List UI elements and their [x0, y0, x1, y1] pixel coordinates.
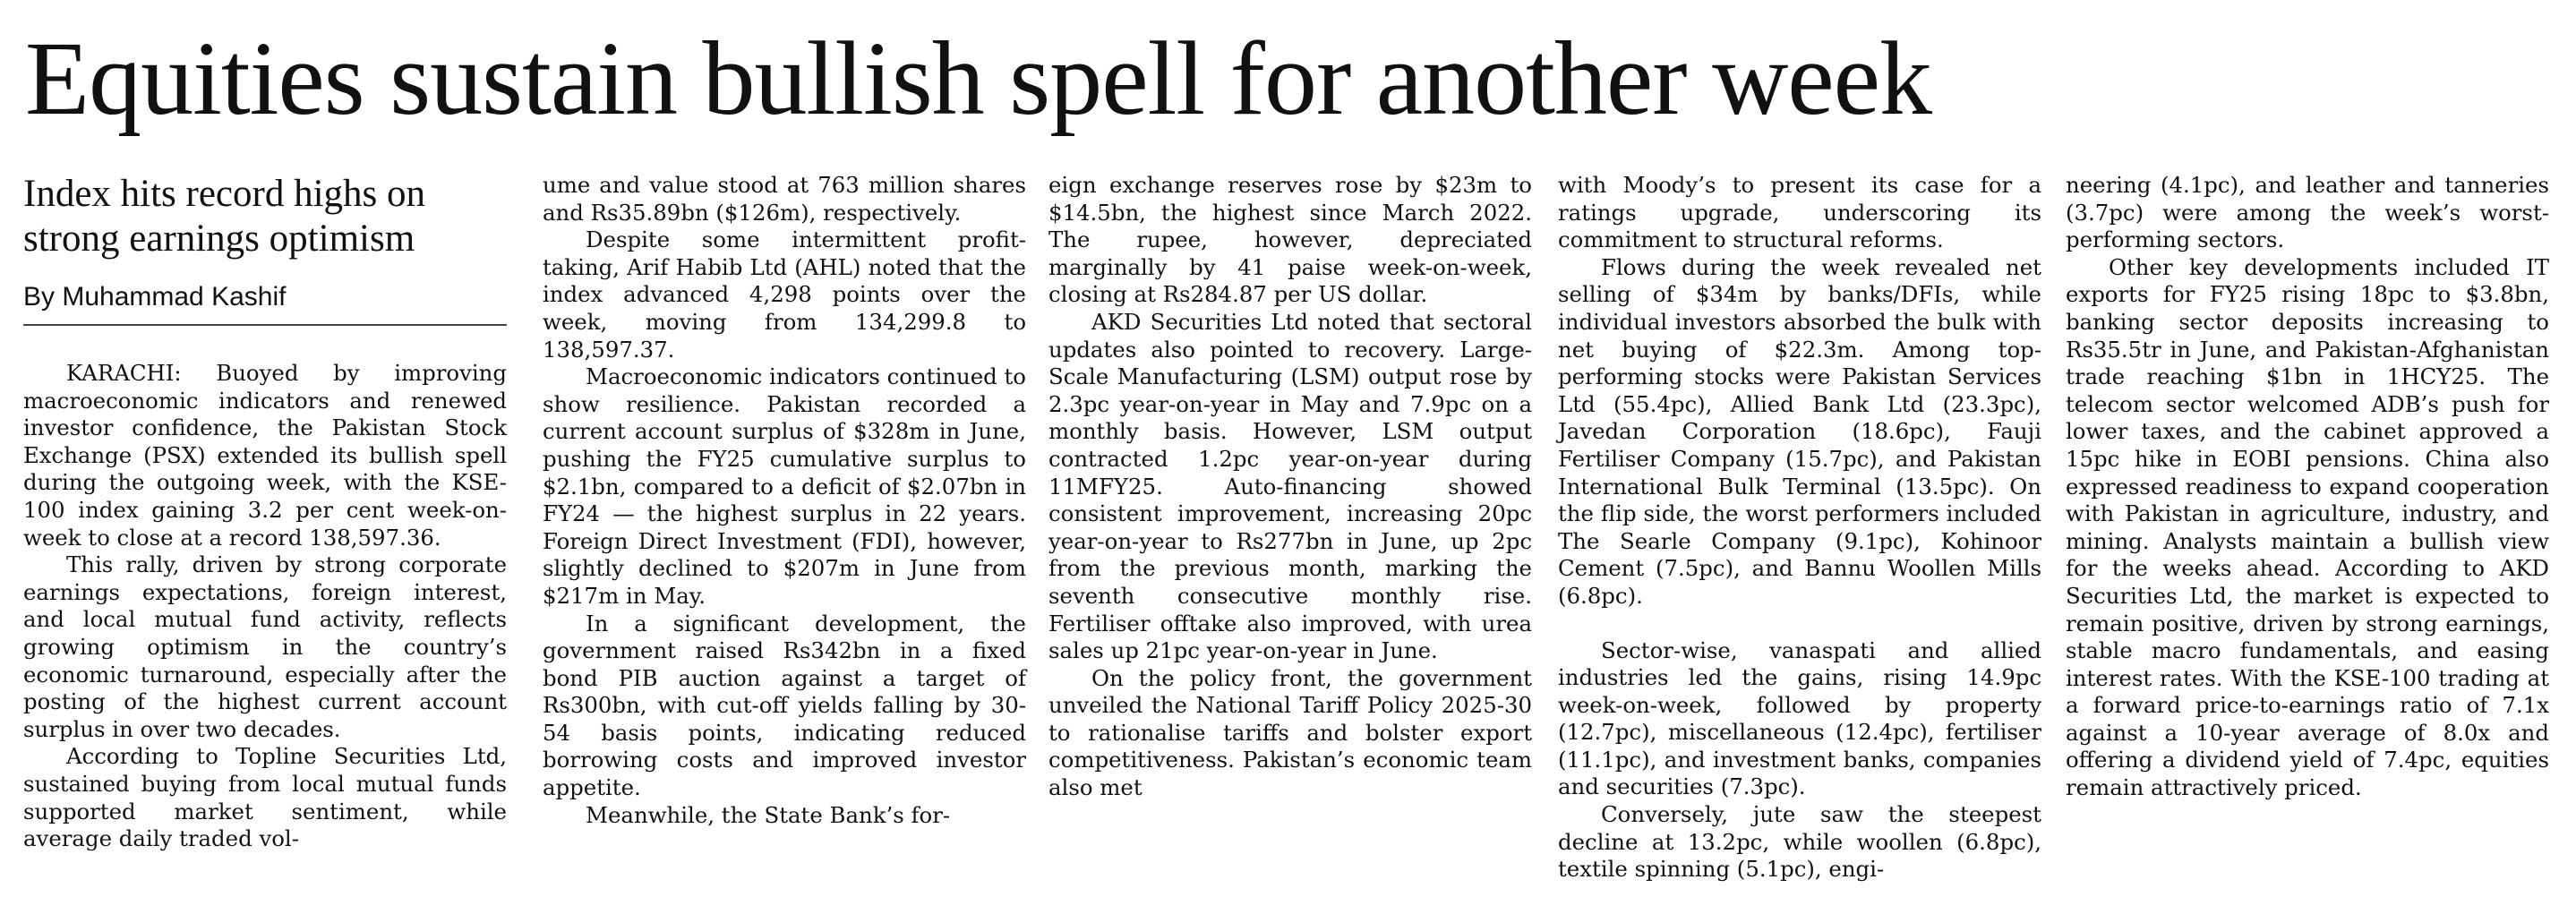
article-column-3: [1048, 172, 1532, 802]
article-column-4: [1558, 172, 2041, 884]
article-column-1: [23, 172, 507, 853]
paragraph: with Moody’s to present its case for a ratings upgrade, underscoring its commitment to structural reforms.: [1558, 172, 2041, 253]
paragraph: Macroeconomic indicators continued to show resilience. Pakistan recorded a current account surplus of $328m in June, pushing the FY25 cumulative surplus to $2.1bn, compared to a deficit of $2.07bn in FY24 — the highest surplus in 22 years. Foreign Direct Investment (FDI), however, slightly declined to $207m in June from $217m in May.: [543, 363, 1026, 609]
paragraph: ume and value stood at 763 million shares and Rs35.89bn ($126m), respectively.: [543, 172, 1026, 226]
paragraph: Meanwhile, the State Bank’s for-: [586, 801, 951, 828]
paragraph: Conversely, jute saw the steepest decline at 13.2pc, while woollen (6.8pc), textile spinning (5.1pc), engi-: [1558, 801, 2041, 883]
subheadline: Index hits record highs on strong earnings optimism: [23, 173, 426, 260]
paragraph: Flows during the week revealed net selling of $34m by banks/DFIs, while individual investors absorbed the bulk with net buying of $22.3m. Among top-performing stocks were Pakistan Services Ltd (55.4pc), Allied Bank Ltd (23.3pc), Javedan Corporation (18.6pc), Fauji Fertiliser Company (15.7pc), and Pakistan International Bulk Terminal (13.5pc). On the flip side, the worst performers included The Searle Company (9.1pc), Kohinoor Cement (7.5pc), and Bannu Woollen Mills (6.8pc).: [1558, 253, 2041, 609]
paragraph: According to Topline Securities Ltd, sustained buying from local mutual funds supported market sentiment, while average daily traded vol-: [23, 743, 507, 852]
article-column-5: [2066, 172, 2549, 802]
paragraph: On the policy front, the government unveiled the National Tariff Policy 2025-30 to rationalise tariffs and bolster export competitiveness. Pakistan’s economic team also met: [1048, 664, 1532, 801]
byline: By Muhammad Kashif: [23, 279, 507, 326]
paragraph: neering (4.1pc), and leather and tanneries (3.7pc) were among the week’s worst-performing sectors.: [2066, 172, 2549, 253]
paragraph: This rally, driven by strong corporate earnings expectations, foreign interest, and local mutual fund activity, reflects growing optimism in the country’s economic turnaround, especially after the posting of the highest current account surplus in over two decades.: [23, 551, 507, 742]
paragraph: AKD Securities Ltd noted that sectoral updates also pointed to recovery. Large-Scale Manufacturing (LSM) output rose by 2.3pc year-on-year in May and 7.9pc on a monthly basis. However, LSM output contracted 1.2pc year-on-year during 11MFY25. Auto-financing showed consistent improvement, increasing 20pc year-on-year to Rs277bn in June, up 2pc from the previous month, marking the seventh consecutive monthly rise. Fertiliser offtake also improved, with urea sales up 21pc year-on-year in June.: [1048, 308, 1532, 664]
article-column-2: [543, 172, 1026, 829]
paragraph: In a significant development, the government raised Rs342bn in a fixed bond PIB auction against a target of Rs300bn, with cut-off yields falling by 30-54 basis points, indicating reduced borrowing costs and improved investor appetite.: [543, 610, 1026, 801]
paragraph: KARACHI: Buoyed by improving macroeconomic indicators and renewed investor confidence, the Pakistan Stock Exchange (PSX) extended its bullish spell during the outgoing week, with the KSE-100 index gaining 3.2 per cent week-on-week to close at a record 138,597.36.: [23, 360, 507, 551]
paragraph: eign exchange reserves rose by $23m to $14.5bn, the highest since March 2022. The rupee, however, depreciated marginally by 41 paise week-on-week, closing at Rs284.87 per US dollar.: [1048, 172, 1532, 308]
headline: Equities sustain bullish spell for another week: [25, 20, 1932, 137]
paragraph: Despite some intermittent profit-taking, Arif Habib Ltd (AHL) noted that the index advanced 4,298 points over the week, moving from 134,299.8 to 138,597.37.: [543, 226, 1026, 363]
paragraph: Other key developments included IT exports for FY25 rising 18pc to $3.8bn, banking sector deposits increasing to Rs35.5tr in June, and Pakistan-Afghanistan trade reaching $1bn in 1HCY25. The telecom sector welcomed ADB’s push for lower taxes, and the cabinet approved a 15pc hike in EOBI pensions. China also expressed readiness to expand cooperation with Pakistan in agriculture, industry, and mining. Analysts maintain a bullish view for the weeks ahead. According to AKD Securities Ltd, the market is expected to remain positive, driven by strong earnings, stable macro fundamentals, and easing interest rates. With the KSE-100 trading at a forward price-to-earnings ratio of 7.1x against a 10-year average of 8.0x and offering a dividend yield of 7.4pc, equities remain attractively priced.: [2066, 253, 2549, 801]
paragraph: Sector-wise, vanaspati and allied industries led the gains, rising 14.9pc week-on-week, followed by property (12.7pc), miscellaneous (12.4pc), fertiliser (11.1pc), and investment banks, companies and securities (7.3pc).: [1558, 636, 2041, 800]
